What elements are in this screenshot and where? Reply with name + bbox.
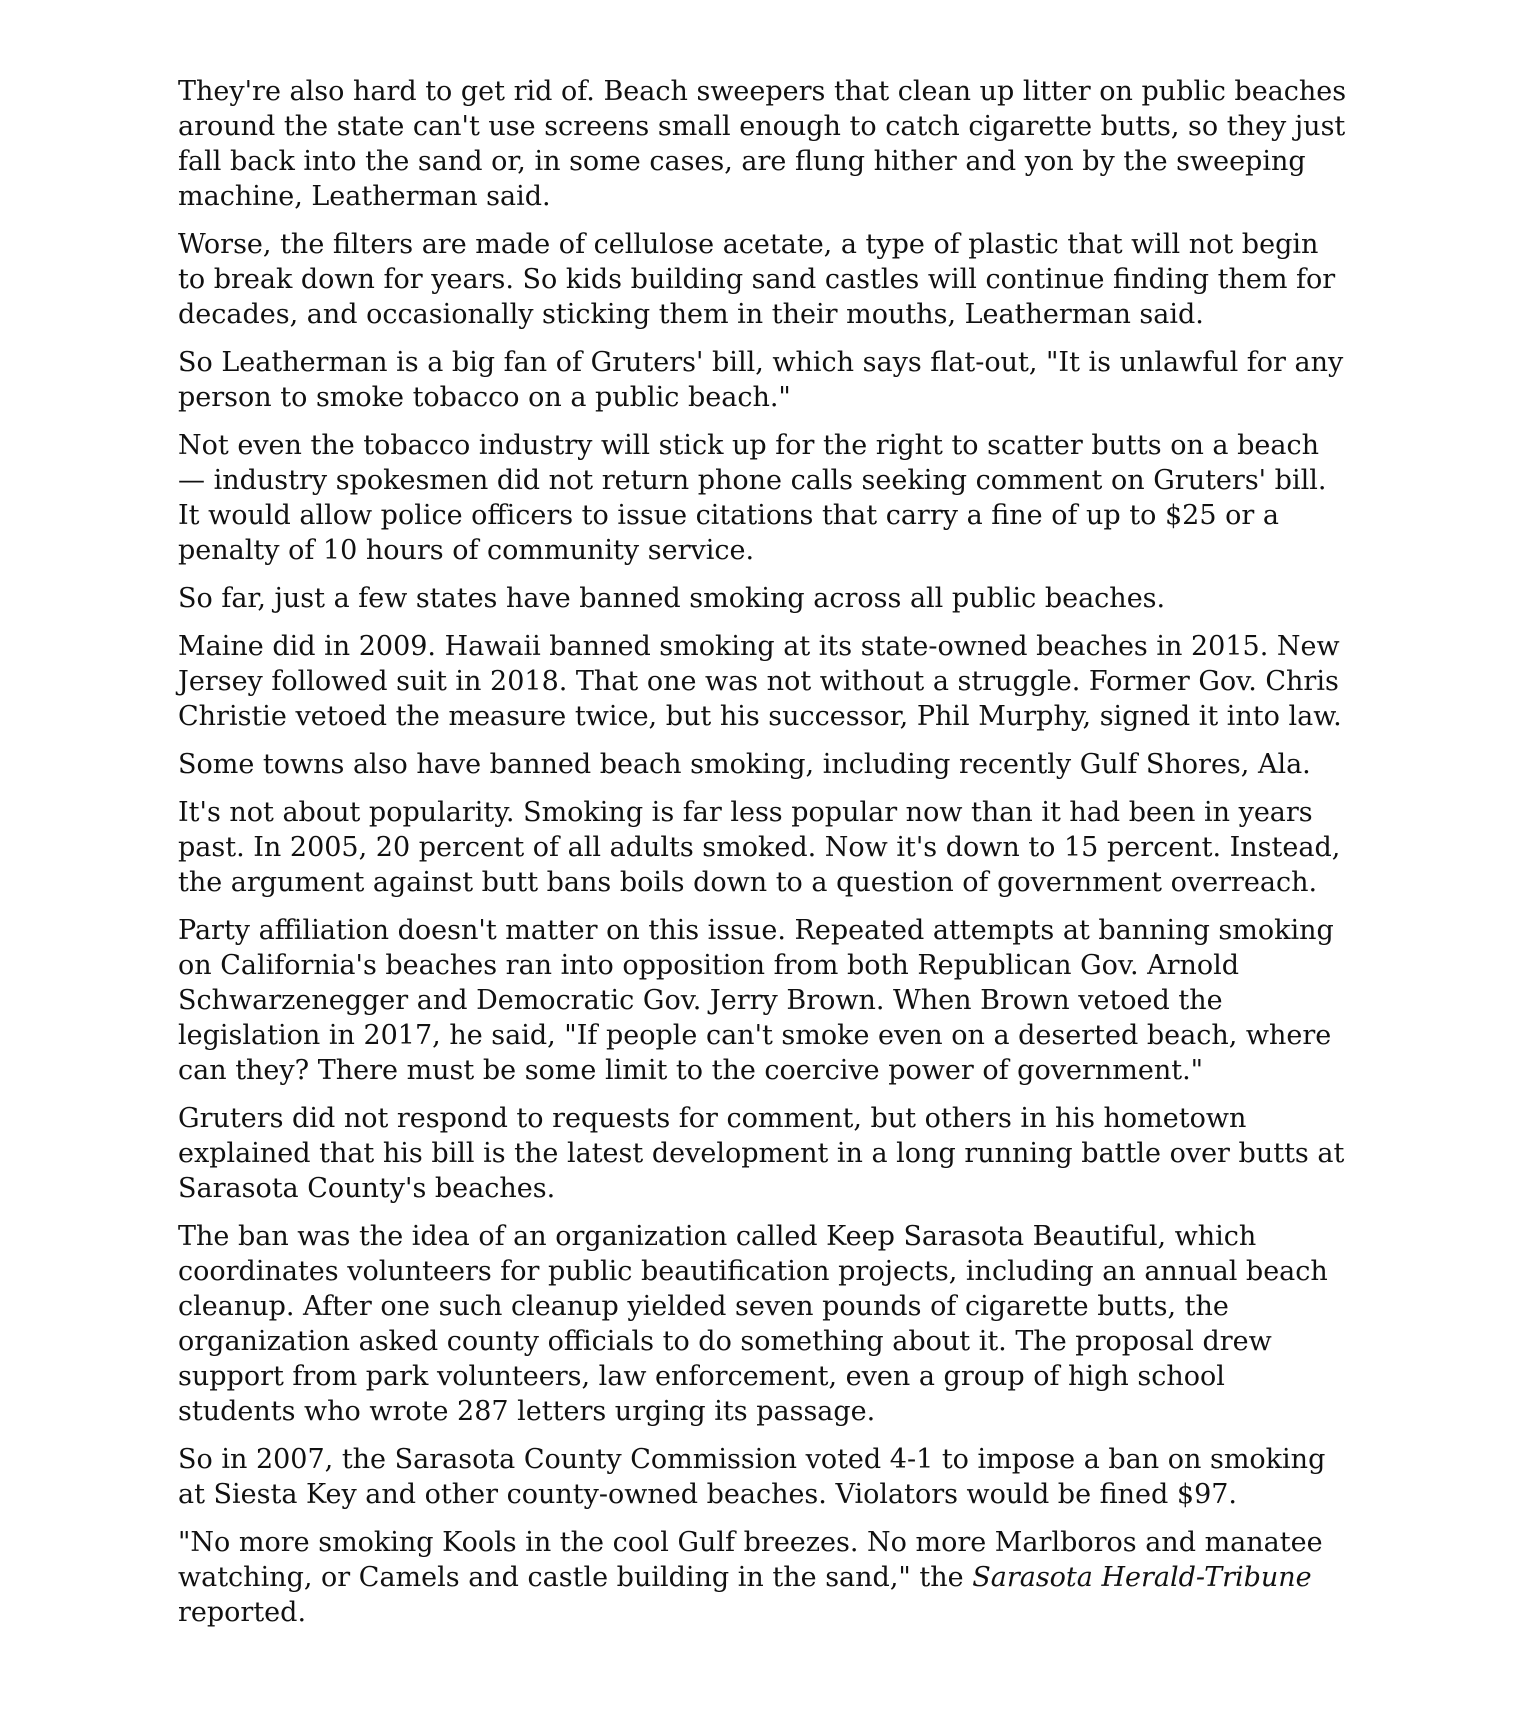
article-paragraph: So in 2007, the Sarasota County Commission voted 4-1 to impose a ban on smoking at Siesta Key and other county-owned beaches. Violators would be fined $97. <box>178 1444 1326 1510</box>
article-paragraph: The ban was the idea of an organization called Keep Sarasota Beautiful, which coordinates volunteers for public beautification projects, including an annual beach cleanup. After one such cleanup yielded seven pounds of cigarette butts, the organization asked county officials to do something about it. The proposal drew support from park volunteers, law enforcement, even a group of high school students who wrote 287 letters urging its passage. <box>178 1221 1328 1427</box>
quote-tail: reported. <box>178 1597 307 1628</box>
article-paragraph: Not even the tobacco industry will stick up for the right to scatter butts on a beach — industry spokesmen did not return phone calls seeking comment on Gruters' bill. It would allow police officers to issue citations that carry a fine of up to $25 or a penalty of 10 hours of community service. <box>178 430 1327 566</box>
article-paragraph: Gruters did not respond to requests for comment, but others in his hometown explained that his bill is the latest development in a long running battle over butts at Sarasota County's beaches. <box>178 1103 1345 1204</box>
article-paragraph: So far, just a few states have banned smoking across all public beaches. <box>178 583 1166 614</box>
publication-name: Sarasota Herald-Tribune <box>972 1562 1312 1593</box>
article-paragraph: So Leatherman is a big fan of Gruters' bill, which says flat-out, "It is unlawful for any person to smoke tobacco on a public beach." <box>178 347 1344 413</box>
article-paragraph: Worse, the filters are made of cellulose acetate, a type of plastic that will not begin to break down for years. So kids building sand castles will continue finding them for decades, and occasionally sticking them in their mouths, Leatherman said. <box>178 229 1336 330</box>
article-paragraph: They're also hard to get rid of. Beach sweepers that clean up litter on public beaches around the state can't use screens small enough to catch cigarette butts, so they just fall back into the sand or, in some cases, are flung hither and yon by the sweeping machine, Leatherman said. <box>178 76 1347 212</box>
quote-text: "No more smoking Kools in the cool Gulf breezes. No more Marlboros and manatee watching, or Camels and castle building in the sand," the <box>178 1527 1323 1593</box>
article-paragraph: It's not about popularity. Smoking is far less popular now than it had been in years past. In 2005, 20 percent of all adults smoked. Now it's down to 15 percent. Instead, the argument against butt bans boils down to a question of government overreach. <box>178 797 1341 898</box>
article-paragraph: Party affiliation doesn't matter on this issue. Repeated attempts at banning smoking on California's beaches ran into opposition from both Republican Gov. Arnold Schwarzenegger and Democratic Gov. Jerry Brown. When Brown vetoed the legislation in 2017, he said, "If people can't smoke even on a deserted beach, where can they? There must be some limit to the coercive power of government." <box>178 915 1334 1086</box>
article-body <box>178 74 1348 1643</box>
article-paragraph: Maine did in 2009. Hawaii banned smoking at its state-owned beaches in 2015. New Jersey followed suit in 2018. That one was not without a struggle. Former Gov. Chris Christie vetoed the measure twice, but his successor, Phil Murphy, signed it into law. <box>178 631 1342 732</box>
article-paragraph-last <box>178 1525 1348 1630</box>
article-paragraph: Some towns also have banned beach smoking, including recently Gulf Shores, Ala. <box>178 749 1311 780</box>
